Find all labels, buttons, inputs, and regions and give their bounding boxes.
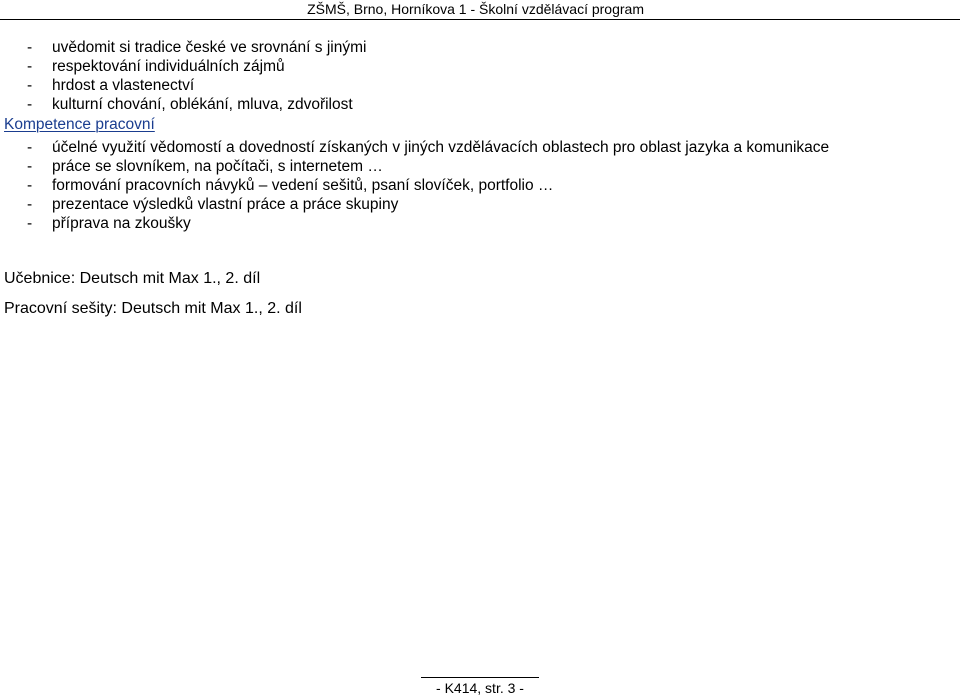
section-heading-competence-work: Kompetence pracovní <box>4 116 155 133</box>
list-dash: - <box>27 139 33 156</box>
list-item <box>4 38 954 57</box>
header-divider <box>0 19 960 20</box>
competence-work-list <box>4 138 954 233</box>
list-item <box>4 76 954 95</box>
list-item <box>4 195 954 214</box>
list-item <box>4 95 954 114</box>
list-item-text: hrdost a vlastenectví <box>52 77 195 94</box>
list-item-text: práce se slovníkem, na počítači, s internetem … <box>52 158 383 175</box>
books-section <box>4 269 954 319</box>
values-list <box>4 38 954 114</box>
list-dash: - <box>27 196 33 213</box>
list-item-text: kulturní chování, oblékání, mluva, zdvořilost <box>52 96 353 113</box>
header-title: ZŠMŠ, Brno, Horníkova 1 - Školní vzdělávací program <box>307 1 644 17</box>
workbooks-value: Deutsch mit Max 1., 2. díl <box>121 300 302 317</box>
list-dash: - <box>27 96 33 113</box>
list-item-text: příprava na zkoušky <box>52 215 191 232</box>
list-item <box>4 157 954 176</box>
list-dash: - <box>27 215 33 232</box>
list-item <box>4 176 954 195</box>
list-dash: - <box>27 158 33 175</box>
list-item <box>4 138 954 157</box>
textbooks-line <box>4 269 954 289</box>
list-item <box>4 214 954 233</box>
list-dash: - <box>27 58 33 75</box>
list-item-text: formování pracovních návyků – vedení sešitů, psaní slovíček, portfolio … <box>52 177 554 194</box>
list-item <box>4 57 954 76</box>
list-dash: - <box>27 39 33 56</box>
workbooks-line <box>4 299 954 319</box>
list-dash: - <box>27 77 33 94</box>
list-item-text: uvědomit si tradice české ve srovnání s jinými <box>52 39 367 56</box>
list-item-text: respektování individuálních zájmů <box>52 58 285 75</box>
textbooks-label: Učebnice: <box>4 270 76 287</box>
list-dash: - <box>27 177 33 194</box>
list-item-text: prezentace výsledků vlastní práce a práce skupiny <box>52 196 399 213</box>
textbooks-value: Deutsch mit Max 1., 2. díl <box>79 270 261 287</box>
page-header <box>0 0 960 21</box>
document-body <box>4 38 954 319</box>
workbooks-label: Pracovní sešity: <box>4 300 117 317</box>
footer-divider <box>421 677 539 678</box>
page-number: - K414, str. 3 - <box>436 680 524 696</box>
list-item-text: účelné využití vědomostí a dovedností získaných v jiných vzdělávacích oblastech pro oblast jazyka a komunikace <box>52 139 830 156</box>
